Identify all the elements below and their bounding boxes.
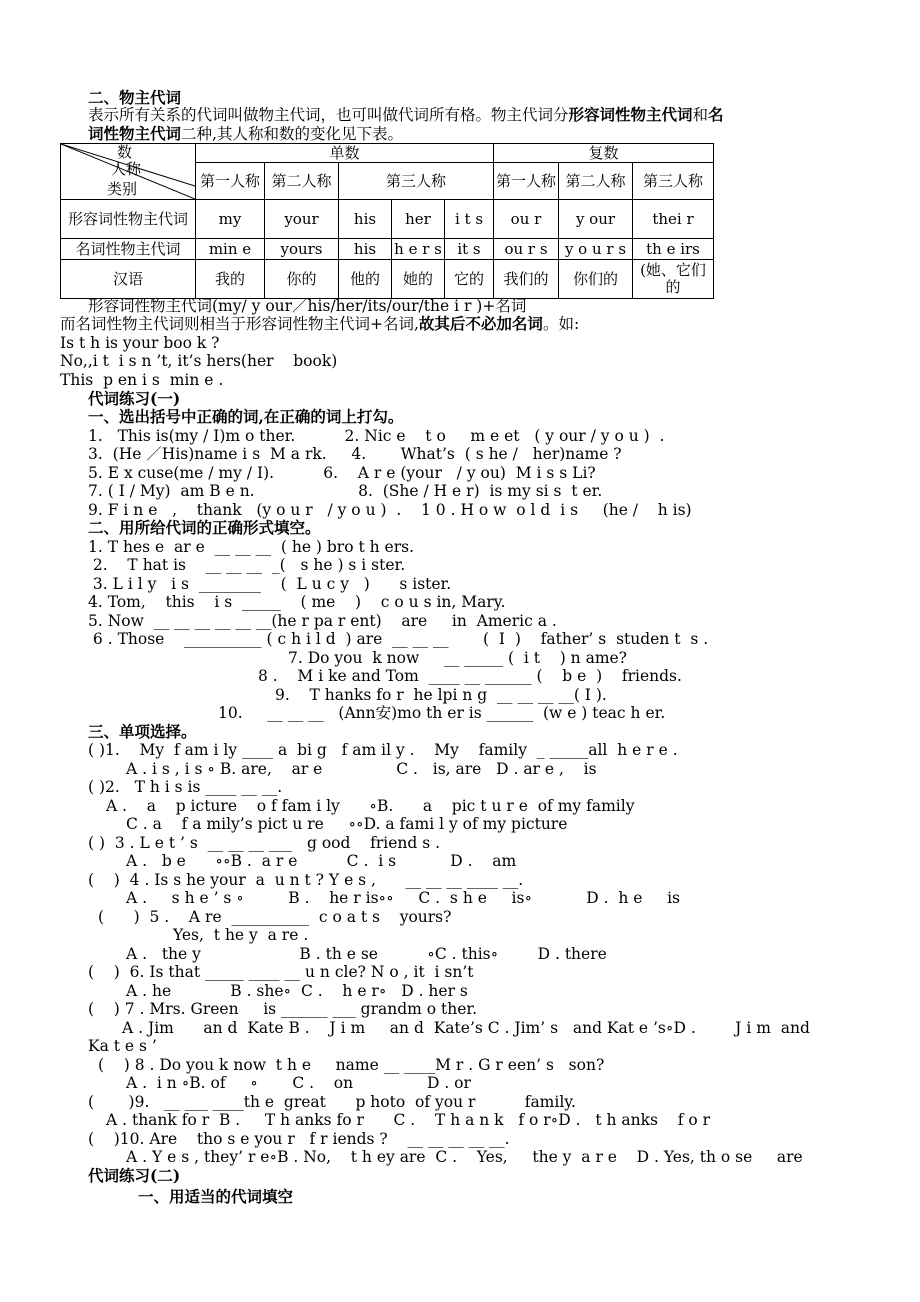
table-corner-cell xyxy=(61,144,196,200)
table-cell: 你们的 xyxy=(559,260,633,299)
text-line: 3. (He ／His)name i s M a rk. 4. What’s ( s he / her)name ? xyxy=(88,445,622,463)
text-segment: 而名词性物主代词则相当于形容词性物主代词+名词, xyxy=(60,315,419,333)
text-line: A . b e ∘∘B . a r e C . i s D . am xyxy=(126,852,517,870)
text-line: No,,i t i s n ’t, it’s hers(her book) xyxy=(60,352,338,370)
table-cell: it s xyxy=(445,239,494,260)
text-line: ( ) 3 . L e t ’ s __ __ __ ___ g ood friend s . xyxy=(88,834,441,852)
table-cell: 我的 xyxy=(196,260,265,299)
table-cell: my xyxy=(196,200,265,239)
text-line: ( )2. T h i s is ____ __ __. xyxy=(88,778,283,796)
corner-label-category: 类别 xyxy=(107,180,138,198)
text-line: 3. L i l y i s ________ ( L u c y ) s ister. xyxy=(88,575,452,593)
text-line: ( ) 5 . A re __________ c o a t s yours? xyxy=(98,908,452,926)
text-line: 一、用适当的代词填空 xyxy=(138,1187,294,1206)
table-cell: 它的 xyxy=(445,260,494,299)
text-line: A . a p icture o f fam i ly ∘B. a pic t u r e of my family xyxy=(106,797,635,815)
table-cell: y o u r s xyxy=(559,239,633,260)
table-cell: ou r xyxy=(494,200,559,239)
text-line: ( )9. __ ___ ____th e great p hoto of you r family. xyxy=(88,1093,576,1111)
person-head-6: 第三人称 xyxy=(633,163,714,200)
text-line: A . Jim an d Kate B . J i m an d Kate’s C . Jim’ s and Kat e ’s∘D . J i m and xyxy=(122,1019,810,1037)
text-line: 9. F i n e , thank (y o u r / y o u ) . 1 0 . H o w o l d i s (he / h is) xyxy=(88,501,692,519)
person-head-2: 第二人称 xyxy=(265,163,339,200)
text-line: Yes, t he y a re . xyxy=(173,926,309,944)
table-cell: (她、它们的 xyxy=(633,260,714,299)
text-line: 代词练习(二) xyxy=(88,1166,181,1185)
text-segment: 和 xyxy=(692,106,709,124)
corner-label-number: 数 xyxy=(117,144,133,161)
text-line: 4. Tom, this i s _____ ( me ) c o u s in, Mary. xyxy=(88,593,506,611)
table-cell: your xyxy=(265,200,339,239)
table-row xyxy=(61,200,714,239)
text-line: 1. This is(my / I)m o ther. 2. Nic e t o m e et ( y our / y o u ) . xyxy=(88,427,665,445)
text-segment: 表示所有关系的代词叫做物主代词，也可叫做代词所有格。物主代词分 xyxy=(88,106,569,124)
table-cell: 我们的 xyxy=(494,260,559,299)
table-cell: ou r s xyxy=(494,239,559,260)
text-line: Is t h is your boo k ? xyxy=(60,334,220,352)
text-line: 一、选出括号中正确的词,在正确的词上打勾。 xyxy=(88,407,404,426)
table-cell: h e r s xyxy=(392,239,445,260)
table-cell: 她的 xyxy=(392,260,445,299)
person-head-1: 第一人称 xyxy=(196,163,265,200)
table-cell: min e xyxy=(196,239,265,260)
text-line: ( )1. My f am i ly ____ a bi g f am il y . My family _ _____all h e r e . xyxy=(88,741,678,759)
text-line: A . Y e s , they’ r e∘B . No, t h ey are C . Yes, the y a r e D . Yes, th o se are xyxy=(126,1148,803,1166)
text-segment: 二种,其人称和数的变化见下表。 xyxy=(181,125,403,143)
table-cell: his xyxy=(339,239,392,260)
person-head-4: 第一人称 xyxy=(494,163,559,200)
text-line: 7. Do you k now __ _____ ( i t ) n ame? xyxy=(288,649,627,667)
text-line: ( ) 8 . Do you k now t h e name __ ____M r . G r een’ s son? xyxy=(98,1056,605,1074)
text-line: C . a f a mily’s pict u re ∘∘D. a fami l y of my picture xyxy=(126,815,568,833)
text-line: 9. T hanks fo r he lpi n g __ __ __ __( I ). xyxy=(275,686,607,704)
table-cell: her xyxy=(392,200,445,239)
text-line: 6 . Those __________ ( c h i l d ) are __ __ __ ( I ) father’ s studen t s . xyxy=(88,630,709,648)
intro-line-2 xyxy=(88,125,403,143)
text-line: ( ) 4 . Is s he your a u n t ? Y e s , __ __ __ ____ __. xyxy=(88,871,524,889)
table-cell: y our xyxy=(559,200,633,239)
text-line: 8 . M i ke and Tom ____ __ ______ ( b e ) friends. xyxy=(258,667,682,685)
table-row xyxy=(61,260,714,299)
text-line: 5. E x cuse(me / my / I). 6. A r e (your / y ou) M i s s Li? xyxy=(88,464,596,482)
corner-label-person: 人称 xyxy=(111,160,142,178)
text-line: This p en i s min e . xyxy=(60,371,224,389)
text-line: ( )10. Are tho s e you r f r iends ? __ __ __ __ __. xyxy=(88,1130,510,1148)
text-line xyxy=(60,315,579,333)
table-cell: 他的 xyxy=(339,260,392,299)
text-line: A . i s , i s ∘ B. are, ar e C . is, are D . ar e , is xyxy=(126,760,597,778)
text-line: 5. Now __ __ __ __ __ __(he r pa r ent) are in Americ a . xyxy=(88,612,557,630)
section-title: 二、物主代词 xyxy=(88,88,182,107)
text-line: 7. ( I / My) am B e n. 8. (She / H e r) is my si s t er. xyxy=(88,482,603,500)
text-segment: 形容词性物主代词 xyxy=(568,105,693,124)
person-head-5: 第二人称 xyxy=(559,163,633,200)
table-cell: i t s xyxy=(445,200,494,239)
text-line: ( ) 6. Is that _____ ____ __ u n cle? N o , it i sn’t xyxy=(88,963,474,981)
table-cell: his xyxy=(339,200,392,239)
text-segment: 故其后不必加名词 xyxy=(418,314,543,333)
text-segment: 。如: xyxy=(542,315,580,333)
text-line: 代词练习(一) xyxy=(88,389,181,408)
text-line: A . the y B . th e se ∘C . this∘ D . there xyxy=(126,945,607,963)
table-row xyxy=(61,239,714,260)
text-line: A . he B . she∘ C . h e r∘ D . her s xyxy=(126,982,468,1000)
row-label: 名词性物主代词 xyxy=(61,239,196,260)
table-cell: 你的 xyxy=(265,260,339,299)
text-line: ( ) 7 . Mrs. Green is ______ ___ grandm o ther. xyxy=(88,1000,478,1018)
text-line: 2. T hat is __ __ __ _( s he ) s i ster. xyxy=(88,556,406,574)
text-line: 1. T hes e ar e __ __ __ ( he ) bro t h ers. xyxy=(88,538,415,556)
header-plural: 复数 xyxy=(494,144,714,163)
text-line: Ka t e s ’ xyxy=(88,1037,157,1055)
table-cell: thei r xyxy=(633,200,714,239)
person-head-3: 第三人称 xyxy=(339,163,494,200)
pronoun-table xyxy=(60,143,714,299)
text-line: 形容词性物主代词(my/ y our／his/her/its/our/the i r )+名词 xyxy=(88,297,527,315)
row-label: 汉语 xyxy=(61,260,196,299)
text-segment: 词性物主代词 xyxy=(88,124,182,143)
table-body xyxy=(61,200,714,299)
text-line: 二、用所给代词的正确形式填空。 xyxy=(88,518,321,537)
text-segment: 名 xyxy=(708,105,724,124)
header-singular: 单数 xyxy=(196,144,494,163)
text-line: 三、单项选择。 xyxy=(88,722,197,741)
intro-line-1 xyxy=(88,106,724,124)
row-label: 形容词性物主代词 xyxy=(61,200,196,239)
text-line: 10. __ __ __ (Ann安)mo th er is ______ (w e ) teac h er. xyxy=(218,704,666,722)
table-cell: yours xyxy=(265,239,339,260)
text-line: A . s h e ’ s ∘ B . he r is∘∘ C . s h e is∘ D . h e is xyxy=(126,889,681,907)
table-cell: th e irs xyxy=(633,239,714,260)
text-line: A . thank fo r B . T h anks fo r C . T h a n k f o r∘D . t h anks f o r xyxy=(106,1111,711,1129)
text-line: A . i n ∘B. of ∘ C . on D . or xyxy=(126,1074,471,1092)
